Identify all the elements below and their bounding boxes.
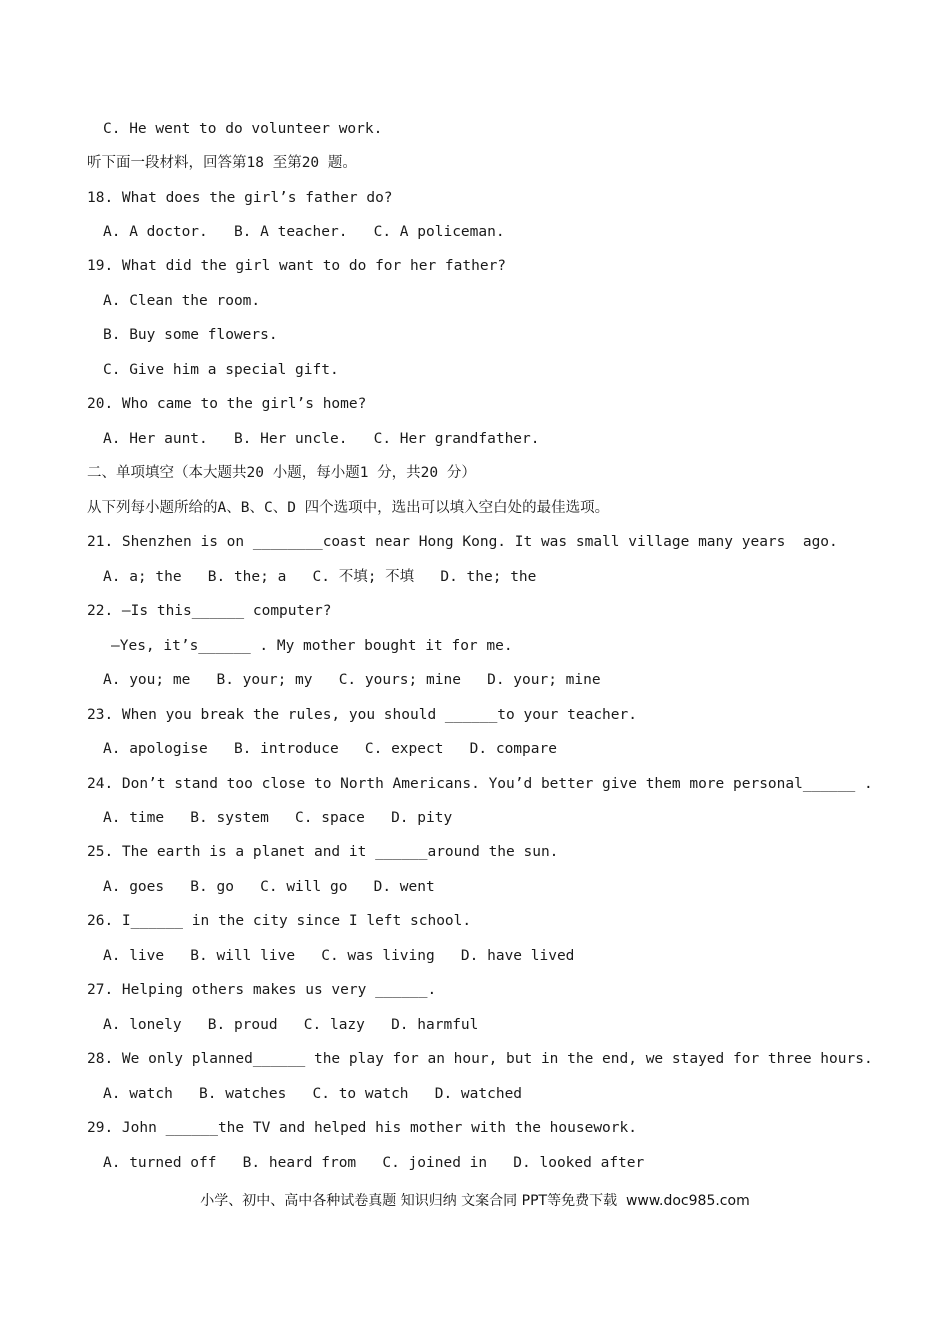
question-29: 29. John ______the TV and helped his mother with the housework. [87, 1120, 637, 1136]
q22-options: A. you; me B. your; my C. yours; mine D. your; mine [103, 672, 601, 688]
question-21: 21. Shenzhen is on ________coast near Hong Kong. It was small village many years ago. [87, 534, 838, 550]
listening-instruction: 听下面一段材料，回答第18 至第20 题。 [87, 155, 357, 171]
question-26: 26. I______ in the city since I left school. [87, 913, 472, 929]
question-25: 25. The earth is a planet and it ______around the sun. [87, 844, 559, 860]
q24-options: A. time B. system C. space D. pity [103, 810, 453, 826]
q27-options: A. lonely B. proud C. lazy D. harmful [103, 1017, 479, 1033]
question-22: 22. —Is this______ computer? [87, 603, 332, 619]
section-2-heading: 二、单项填空（本大题共20 小题，每小题1 分，共20 分） [87, 465, 476, 481]
q17-option-c: C. He went to do volunteer work. [103, 121, 383, 137]
q19-option-c: C. Give him a special gift. [103, 362, 339, 378]
q18-options: A. A doctor. B. A teacher. C. A policeman. [103, 224, 505, 240]
question-23: 23. When you break the rules, you should ______to your teacher. [87, 707, 637, 723]
q28-options: A. watch B. watches C. to watch D. watched [103, 1086, 523, 1102]
question-24: 24. Don’t stand too close to North Americans. You’d better give them more personal______ . [87, 776, 873, 792]
q25-options: A. goes B. go C. will go D. went [103, 879, 435, 895]
section-2-instruction: 从下列每小题所给的A、B、C、D 四个选项中，选出可以填入空白处的最佳选项。 [87, 500, 610, 516]
question-19: 19. What did the girl want to do for her father? [87, 258, 507, 274]
question-20: 20. Who came to the girl’s home? [87, 396, 367, 412]
question-28: 28. We only planned______ the play for an hour, but in the end, we stayed for three hours. [87, 1051, 873, 1067]
q26-options: A. live B. will live C. was living D. have lived [103, 948, 575, 964]
q29-options: A. turned off B. heard from C. joined in D. looked after [103, 1155, 645, 1171]
q20-options: A. Her aunt. B. Her uncle. C. Her grandfather. [103, 431, 540, 447]
q19-option-a: A. Clean the room. [103, 293, 261, 309]
question-27: 27. Helping others makes us very ______. [87, 982, 437, 998]
question-18: 18. What does the girl’s father do? [87, 190, 393, 206]
q19-option-b: B. Buy some flowers. [103, 327, 278, 343]
q21-options: A. a; the B. the; a C. 不填; 不填 D. the; the [103, 569, 537, 585]
question-22-reply: —Yes, it’s______ . My mother bought it for me. [111, 638, 513, 654]
q23-options: A. apologise B. introduce C. expect D. compare [103, 741, 557, 757]
footer-advert: 小学、初中、高中各种试卷真题 知识归纳 文案合同 PPT等免费下载 www.doc985.com [200, 1193, 750, 1209]
